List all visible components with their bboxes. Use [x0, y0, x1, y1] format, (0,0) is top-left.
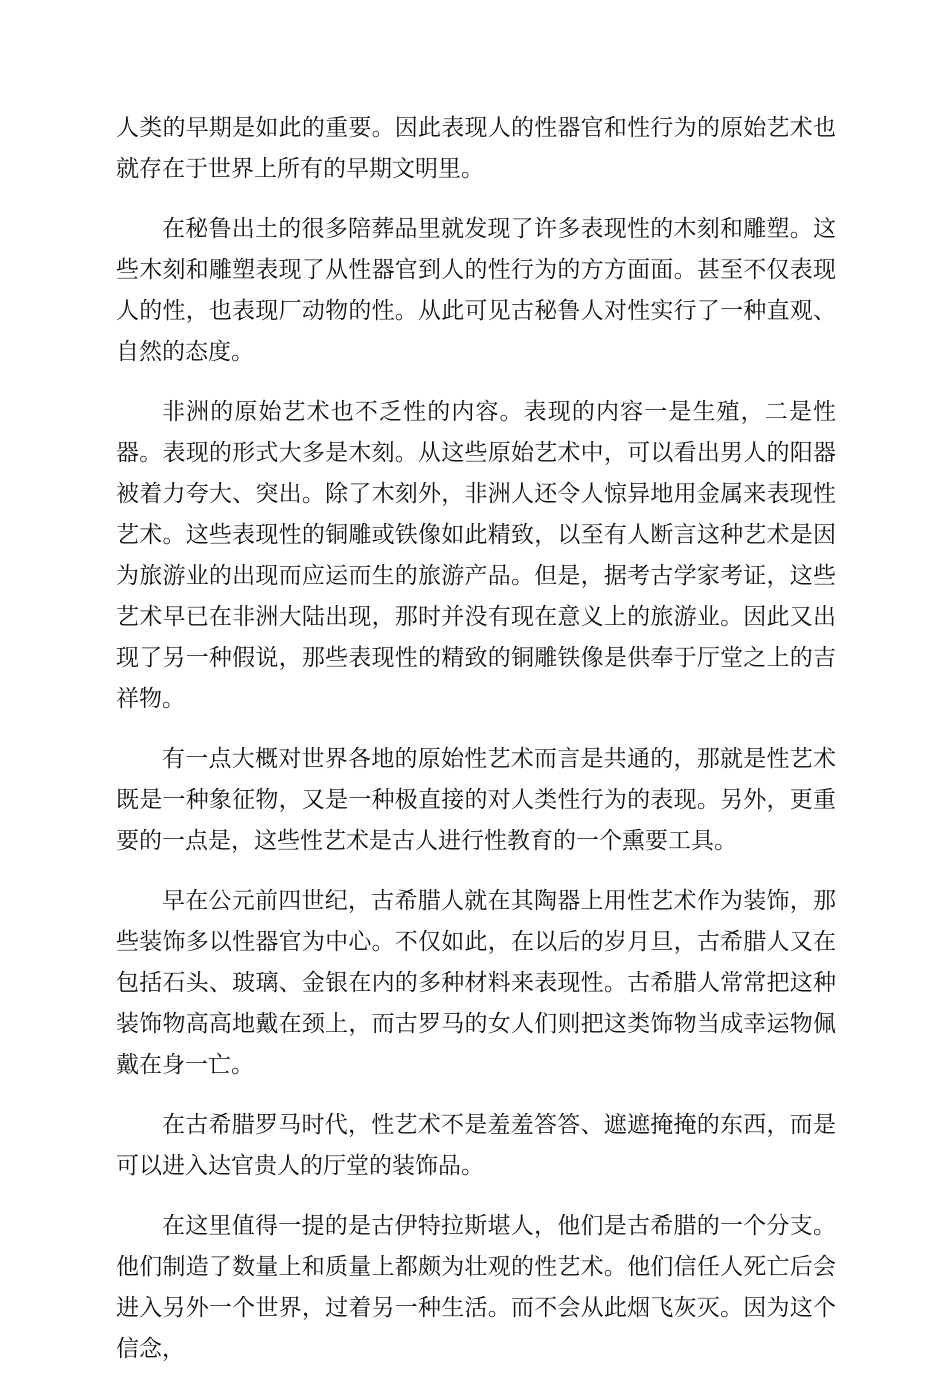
paragraph-6: 在古希腊罗马时代，性艺术不是羞羞答答、遮遮掩掩的东西，而是可以进入达官贵人的厅堂的装饰品。	[116, 1112, 836, 1179]
paragraph-5: 早在公元前四世纪，古希腊人就在其陶器上用性艺术作为装饰，那些装饰多以性器官为中心。不仅如此，在以后的岁月旦，古希腊人又在包括石头、玻璃、金银在内的多种材料来表现性。古希腊人常常把这种装饰物高高地戴在颈上，而古罗马的女人们则把这类饰物当成幸运物佩戴在身一亡。	[116, 888, 836, 1078]
paragraph-4: 有一点大概对世界各地的原始性艺术而言是共通的，那就是性艺术既是一种象征物，又是一种极直接的对人类性行为的表现。另外，更重要的一点是，这些性艺术是古人进行性教育的一个熏要工具。	[116, 746, 836, 854]
paragraph-2: 在秘鲁出土的很多陪葬品里就发现了许多表现性的木刻和雕塑。这些木刻和雕塑表现了从性器官到人的性行为的方方面面。甚至不仅表现人的性，也表现厂动物的性。从此可见古秘鲁人对性实行了一种直观、自然的态度。	[116, 216, 836, 365]
paragraph-1: 人类的早期是如此的重要。因此表现人的性器官和性行为的原始艺术也就存在于世界上所有的早期文明里。	[116, 115, 836, 182]
document-page	[116, 108, 836, 1389]
paragraph-7: 在这里值得一提的是古伊特拉斯堪人，他们是古希腊的一个分支。他们制造了数量上和质量上都颇为壮观的性艺术。他们信任人死亡后会进入另外一个世界，过着另一种生活。而不会从此烟飞灰灭。因为这个信念，	[116, 1213, 836, 1362]
paragraph-3: 非洲的原始艺术也不乏性的内容。表现的内容一是生殖，二是性器。表现的形式大多是木刻。从这些原始艺术中，可以看出男人的阳器被着力夸大、突出。除了木刻外，非洲人还令人惊异地用金属来表现性艺术。这些表现性的铜雕或铁像如此精致，以至有人断言这种艺术是因为旅游业的出现而应运而生的旅游产品。但是，据考古学家考证，这些艺术早已在非洲大陆出现，那时并没有现在意义上的旅游业。因此又出现了另一种假说，那些表现性的精致的铜雕铁像是供奉于厅堂之上的吉祥物。	[116, 399, 836, 712]
